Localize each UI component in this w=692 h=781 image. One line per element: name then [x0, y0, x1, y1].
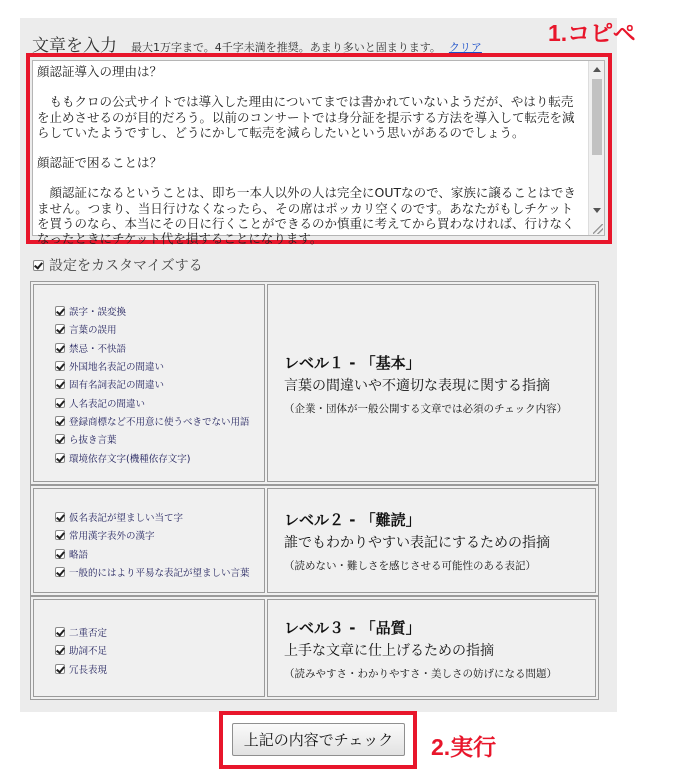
input-paragraph: 顔認証になるということは、即ち一本人以外の人は完全にOUTなので、家族に譲ることはできません。つまり、当日行けなくなったら、その席はポッカリ空くのです。あなたがもしチケットを買うのなら、本当にその日に行くことができるのか慎重に考えてから買わなければ、行けなくなったときにチケット代を損することになります。 [37, 185, 576, 247]
annotation-step2: 2.実行 [431, 734, 497, 760]
option-item[interactable]: 外国地名表記の間違い [55, 357, 250, 375]
option-checkbox[interactable] [55, 627, 65, 637]
option-checkbox[interactable] [55, 645, 65, 655]
clear-link[interactable]: クリア [448, 41, 482, 54]
customize-label: 設定をカスタマイズする [49, 258, 203, 274]
option-item[interactable]: 常用漢字表外の漢字 [55, 526, 250, 544]
option-checkbox[interactable] [55, 379, 65, 389]
level-3-subtitle: 上手な文章に仕上げるための指摘 [284, 643, 494, 659]
run-check-button[interactable]: 上記の内容でチェック [232, 723, 405, 756]
level-1-description [267, 284, 596, 482]
option-checkbox[interactable] [55, 398, 65, 408]
level-2-section [30, 485, 599, 596]
level-3-section [30, 596, 599, 700]
scrollbar-thumb[interactable] [592, 79, 602, 155]
option-item[interactable]: 冗長表現 [55, 660, 107, 678]
level-2-note: （読めない・難しさを感じさせる可能性のある表記） [284, 560, 536, 572]
customize-toggle[interactable] [33, 255, 203, 275]
level-1-note: （企業・団体が一般公開する文章では必須のチェック内容） [284, 403, 568, 415]
level-3-description [267, 599, 596, 697]
level-2-description [267, 488, 596, 593]
input-paragraph: 顔認証で困ることは？ [37, 155, 163, 171]
level-3-options [33, 599, 265, 697]
scroll-up-arrow-icon[interactable] [593, 67, 601, 72]
option-checkbox[interactable] [55, 549, 65, 559]
option-item[interactable]: 二重否定 [55, 623, 107, 641]
level-2-options [33, 488, 265, 593]
level-3-title: レベル３ - 「品質」 [284, 619, 421, 637]
option-checkbox[interactable] [55, 664, 65, 674]
input-length-note: 最大1万字まで。4千字未満を推奨。あまり多いと固まります。 [131, 41, 441, 54]
option-checkbox[interactable] [55, 567, 65, 577]
option-checkbox[interactable] [55, 416, 65, 426]
level-1-title: レベル１ - 「基本」 [284, 354, 421, 372]
option-item[interactable]: 登録商標など不用意に使うべきでない用語 [55, 412, 250, 430]
option-item[interactable]: 環境依存文字(機種依存文字) [55, 448, 250, 466]
level-2-subtitle: 誰でもわかりやすい表記にするための指摘 [284, 535, 550, 551]
option-checkbox[interactable] [55, 453, 65, 463]
option-checkbox[interactable] [55, 530, 65, 540]
level-3-note: （読みやすさ・わかりやすさ・美しさの妨げになる問題） [284, 668, 557, 680]
option-checkbox[interactable] [55, 343, 65, 353]
option-item[interactable]: 誤字・誤変換 [55, 302, 250, 320]
option-item[interactable]: 略語 [55, 545, 250, 563]
scroll-down-arrow-icon[interactable] [593, 208, 601, 213]
textarea-scrollbar[interactable] [588, 61, 604, 235]
option-item[interactable]: 禁忌・不快語 [55, 339, 250, 357]
option-item[interactable]: 一般的にはより平易な表記が望ましい言葉 [55, 563, 250, 581]
option-item[interactable]: 助詞不足 [55, 641, 107, 659]
option-item[interactable]: 言葉の誤用 [55, 320, 250, 338]
option-item[interactable]: 人名表記の間違い [55, 393, 250, 411]
customize-checkbox[interactable] [33, 260, 44, 271]
annotation-step1: 1.コピペ [548, 20, 636, 46]
option-checkbox[interactable] [55, 361, 65, 371]
text-input-content[interactable] [33, 61, 588, 247]
level-1-options [33, 284, 265, 482]
option-item[interactable]: 固有名詞表記の間違い [55, 375, 250, 393]
option-item[interactable]: ら抜き言葉 [55, 430, 250, 448]
level-1-subtitle: 言葉の間違いや不適切な表現に関する指摘 [284, 378, 550, 394]
option-checkbox[interactable] [55, 434, 65, 444]
level-2-title: レベル２ - 「難読」 [284, 511, 421, 529]
option-checkbox[interactable] [55, 512, 65, 522]
input-title: 文章を入力 [32, 36, 117, 56]
option-item[interactable]: 仮名表記が望ましい当て字 [55, 508, 250, 526]
resize-handle-icon[interactable] [593, 224, 603, 234]
level-1-section [30, 281, 599, 485]
text-input-area[interactable] [32, 60, 605, 247]
option-checkbox[interactable] [55, 306, 65, 316]
input-paragraph: 顔認証導入の理由は？ [37, 64, 163, 79]
input-paragraph: ももクロの公式サイトでは導入した理由についてまでは書かれていないようだが、やはり転売を止めさせるのが目的だろう。以前のコンサートでは身分証を提示する方法を導入して転売を減らしていたようですし、どうにかして転売を減らしたいという思いがあるのでしょう。 [37, 94, 575, 140]
option-checkbox[interactable] [55, 324, 65, 334]
